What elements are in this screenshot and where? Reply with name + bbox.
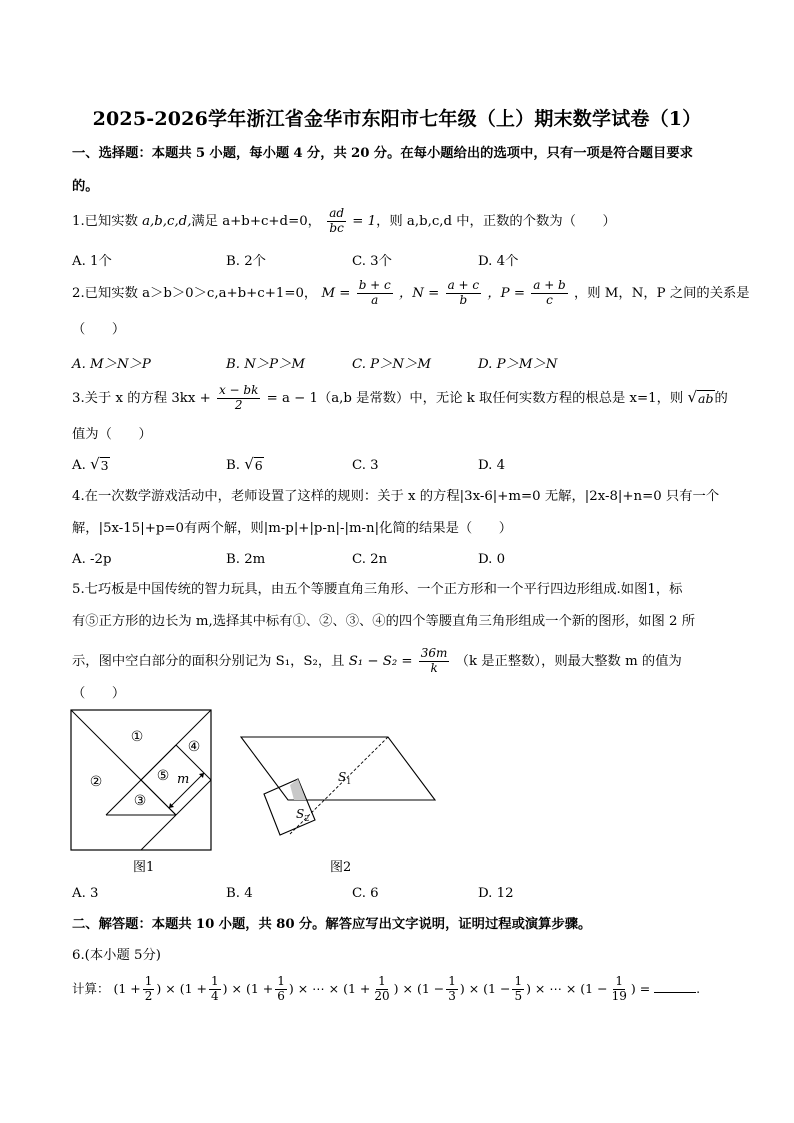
tangram-label-1: ① bbox=[130, 729, 144, 745]
label-s1: $S_1$ bbox=[338, 770, 352, 786]
section1-heading: 一、选择题：本题共 5 小题，每小题 4 分，共 20 分。在每小题给出的选项中，只有一项是符合题目要求 bbox=[72, 146, 693, 161]
section1-heading-cont: 的。 bbox=[72, 179, 99, 194]
q6-fraction: $\frac{1}{5}$ bbox=[514, 974, 523, 1003]
q4-option-b[interactable]: B. 2m bbox=[226, 552, 266, 567]
q3-option-c[interactable]: C. 3 bbox=[352, 458, 379, 473]
figure-2-caption: 图2 bbox=[330, 860, 352, 875]
q6-fraction: $\frac{1}{4}$ bbox=[211, 974, 219, 1003]
question-1: 1.已知实数 a,b,c,d,满足 a+b+c+d=0， $\frac{ad}{bc}$ = 1，则 a,b,c,d 中，正数的个数为（ ） bbox=[72, 206, 616, 235]
q6-expr-text: ) × (1 − bbox=[459, 980, 511, 996]
q1-option-d[interactable]: D. 4个 bbox=[478, 254, 519, 269]
q2-fraction-n: $\frac{a + c}{b}$ bbox=[447, 278, 480, 307]
question-5-cont2: 示，图中空白部分的面积分别记为 S₁，S₂，且 S₁ − S₂ = $\frac{36m}{k}$ （k 是正整数），则最大整数 m 的值为 bbox=[72, 646, 682, 675]
figure-1-caption: 图1 bbox=[133, 860, 155, 875]
question-3: 3.关于 x 的方程 3kx + $\frac{x - bk}{2}$ = a − 1（a,b 是常数）中，无论 k 取任何实数方程的根总是 x=1，则 √ ab 的 bbox=[72, 383, 728, 412]
q6-fraction: $\frac{1}{2}$ bbox=[144, 974, 153, 1003]
tangram-label-3: ③ bbox=[133, 793, 147, 809]
q1-option-c[interactable]: C. 3个 bbox=[352, 254, 392, 269]
q3-fraction: $\frac{x - bk}{2}$ bbox=[218, 383, 259, 412]
question-5-cont1: 有⑤正方形的边长为 m,选择其中标有①、②、③、④的四个等腰直角三角形组成一个新的图形，如图 2 所 bbox=[72, 614, 696, 629]
q2-option-d[interactable]: D. P＞M＞N bbox=[478, 357, 558, 372]
answer-blank[interactable] bbox=[654, 980, 696, 993]
question-3-cont: 值为（ ） bbox=[72, 427, 152, 442]
q6-expr-text: ) × ⋯ × (1 + bbox=[288, 980, 371, 996]
q5-option-b[interactable]: B. 4 bbox=[226, 886, 253, 901]
question-2-cont: （ ） bbox=[72, 322, 126, 337]
q3-option-b[interactable]: B. √ 6 bbox=[226, 455, 263, 473]
q6-expr-text: ) × (1 − bbox=[393, 980, 445, 996]
figure-2 bbox=[238, 734, 438, 840]
q6-expr-text: ) × (1 + bbox=[156, 980, 207, 996]
question-5: 5.七巧板是中国传统的智力玩具，由五个等腰直角三角形、一个正方形和一个平行四边形组成.如图1，标 bbox=[72, 582, 683, 597]
q4-option-a[interactable]: A. -2p bbox=[72, 552, 112, 567]
tilted-square bbox=[264, 779, 315, 835]
question-4-cont: 解，|5x-15|+p=0有两个解，则|m-p|+|p-n|-|m-n|化简的结果是（ ） bbox=[72, 521, 513, 536]
q2-option-a[interactable]: A. M＞N＞P bbox=[72, 357, 151, 372]
q6-expr-text: ) × ⋯ × (1 − bbox=[526, 980, 608, 996]
tangram-label-4: ④ bbox=[187, 739, 201, 755]
section2-heading: 二、解答题：本题共 10 小题，共 80 分。解答应写出文字说明，证明过程或演算步骤。 bbox=[72, 917, 592, 932]
q5-option-c[interactable]: C. 6 bbox=[352, 886, 379, 901]
tangram-label-2: ② bbox=[89, 774, 103, 790]
tangram-label-5: ⑤ bbox=[156, 768, 170, 784]
q6-fraction: $\frac{1}{6}$ bbox=[277, 974, 285, 1003]
q6-expr-text: ) × (1 + bbox=[222, 980, 274, 996]
question-2: 2.已知实数 a＞b＞0＞c,a+b+c+1=0， M = $\frac{b + c}{a}$ ，N = $\frac{a + c}{b}$ ，P = $\frac{a + b}{c}$ ，则 M，N，P 之间的关系是 bbox=[72, 278, 750, 307]
q6-fraction: $\frac{1}{20}$ bbox=[374, 974, 390, 1003]
q1-option-b[interactable]: B. 2个 bbox=[226, 254, 266, 269]
q2-fraction-p: $\frac{a + b}{c}$ bbox=[533, 278, 566, 307]
question-5-cont3: （ ） bbox=[72, 686, 126, 701]
question-4: 4.在一次数学游戏活动中，老师设置了这样的规则：关于 x 的方程|3x-6|+m=0 无解，|2x-8|+n=0 只有一个 bbox=[72, 489, 720, 504]
q1-option-a[interactable]: A. 1个 bbox=[72, 254, 112, 269]
q5-fraction: $\frac{36m}{k}$ bbox=[420, 646, 448, 675]
q6-expr-text: (1 + bbox=[113, 980, 141, 996]
figure-1-tangram bbox=[70, 709, 212, 851]
question-6-expression: 计算： (1 + $\frac{1}{2}$ ) × (1 + $\frac{1}{4}$ ) × (1 + $\frac{1}{6}$ ) × ⋯ × (1 + $\frac{1}{20}$ ) × (1 − $\frac{1}{3}$ ) × (1 − $\frac{1}{5}$ ) × ⋯ × (1 − $\frac{1}{19}$ ) = . bbox=[72, 974, 701, 1003]
q2-option-c[interactable]: C. P＞N＞M bbox=[352, 357, 431, 372]
label-s2: $S_2$ bbox=[296, 807, 310, 823]
q3-option-a[interactable]: A. √ 3 bbox=[72, 455, 109, 473]
q2-option-b[interactable]: B. N＞P＞M bbox=[226, 357, 306, 372]
q1-fraction: $\frac{ad}{bc}$ bbox=[329, 206, 345, 235]
q4-option-d[interactable]: D. 0 bbox=[478, 552, 506, 567]
q3-option-d[interactable]: D. 4 bbox=[478, 458, 506, 473]
page-title: 2025-2026学年浙江省金华市东阳市七年级（上）期末数学试卷（1） bbox=[92, 108, 702, 130]
q5-option-d[interactable]: D. 12 bbox=[478, 886, 514, 901]
q5-option-a[interactable]: A. 3 bbox=[72, 886, 99, 901]
q2-fraction-m: $\frac{b + c}{a}$ bbox=[358, 278, 391, 307]
question-6-header: 6.(本小题 5分) bbox=[72, 948, 161, 963]
tangram-label-m: m bbox=[177, 772, 190, 787]
q6-fraction: $\frac{1}{19}$ bbox=[611, 974, 627, 1003]
q6-expr-text: ) = bbox=[630, 980, 651, 996]
q3-sqrt: √ ab bbox=[687, 387, 714, 406]
q6-fraction: $\frac{1}{3}$ bbox=[448, 974, 456, 1003]
q4-option-c[interactable]: C. 2n bbox=[352, 552, 388, 567]
parallelogram bbox=[241, 737, 435, 800]
